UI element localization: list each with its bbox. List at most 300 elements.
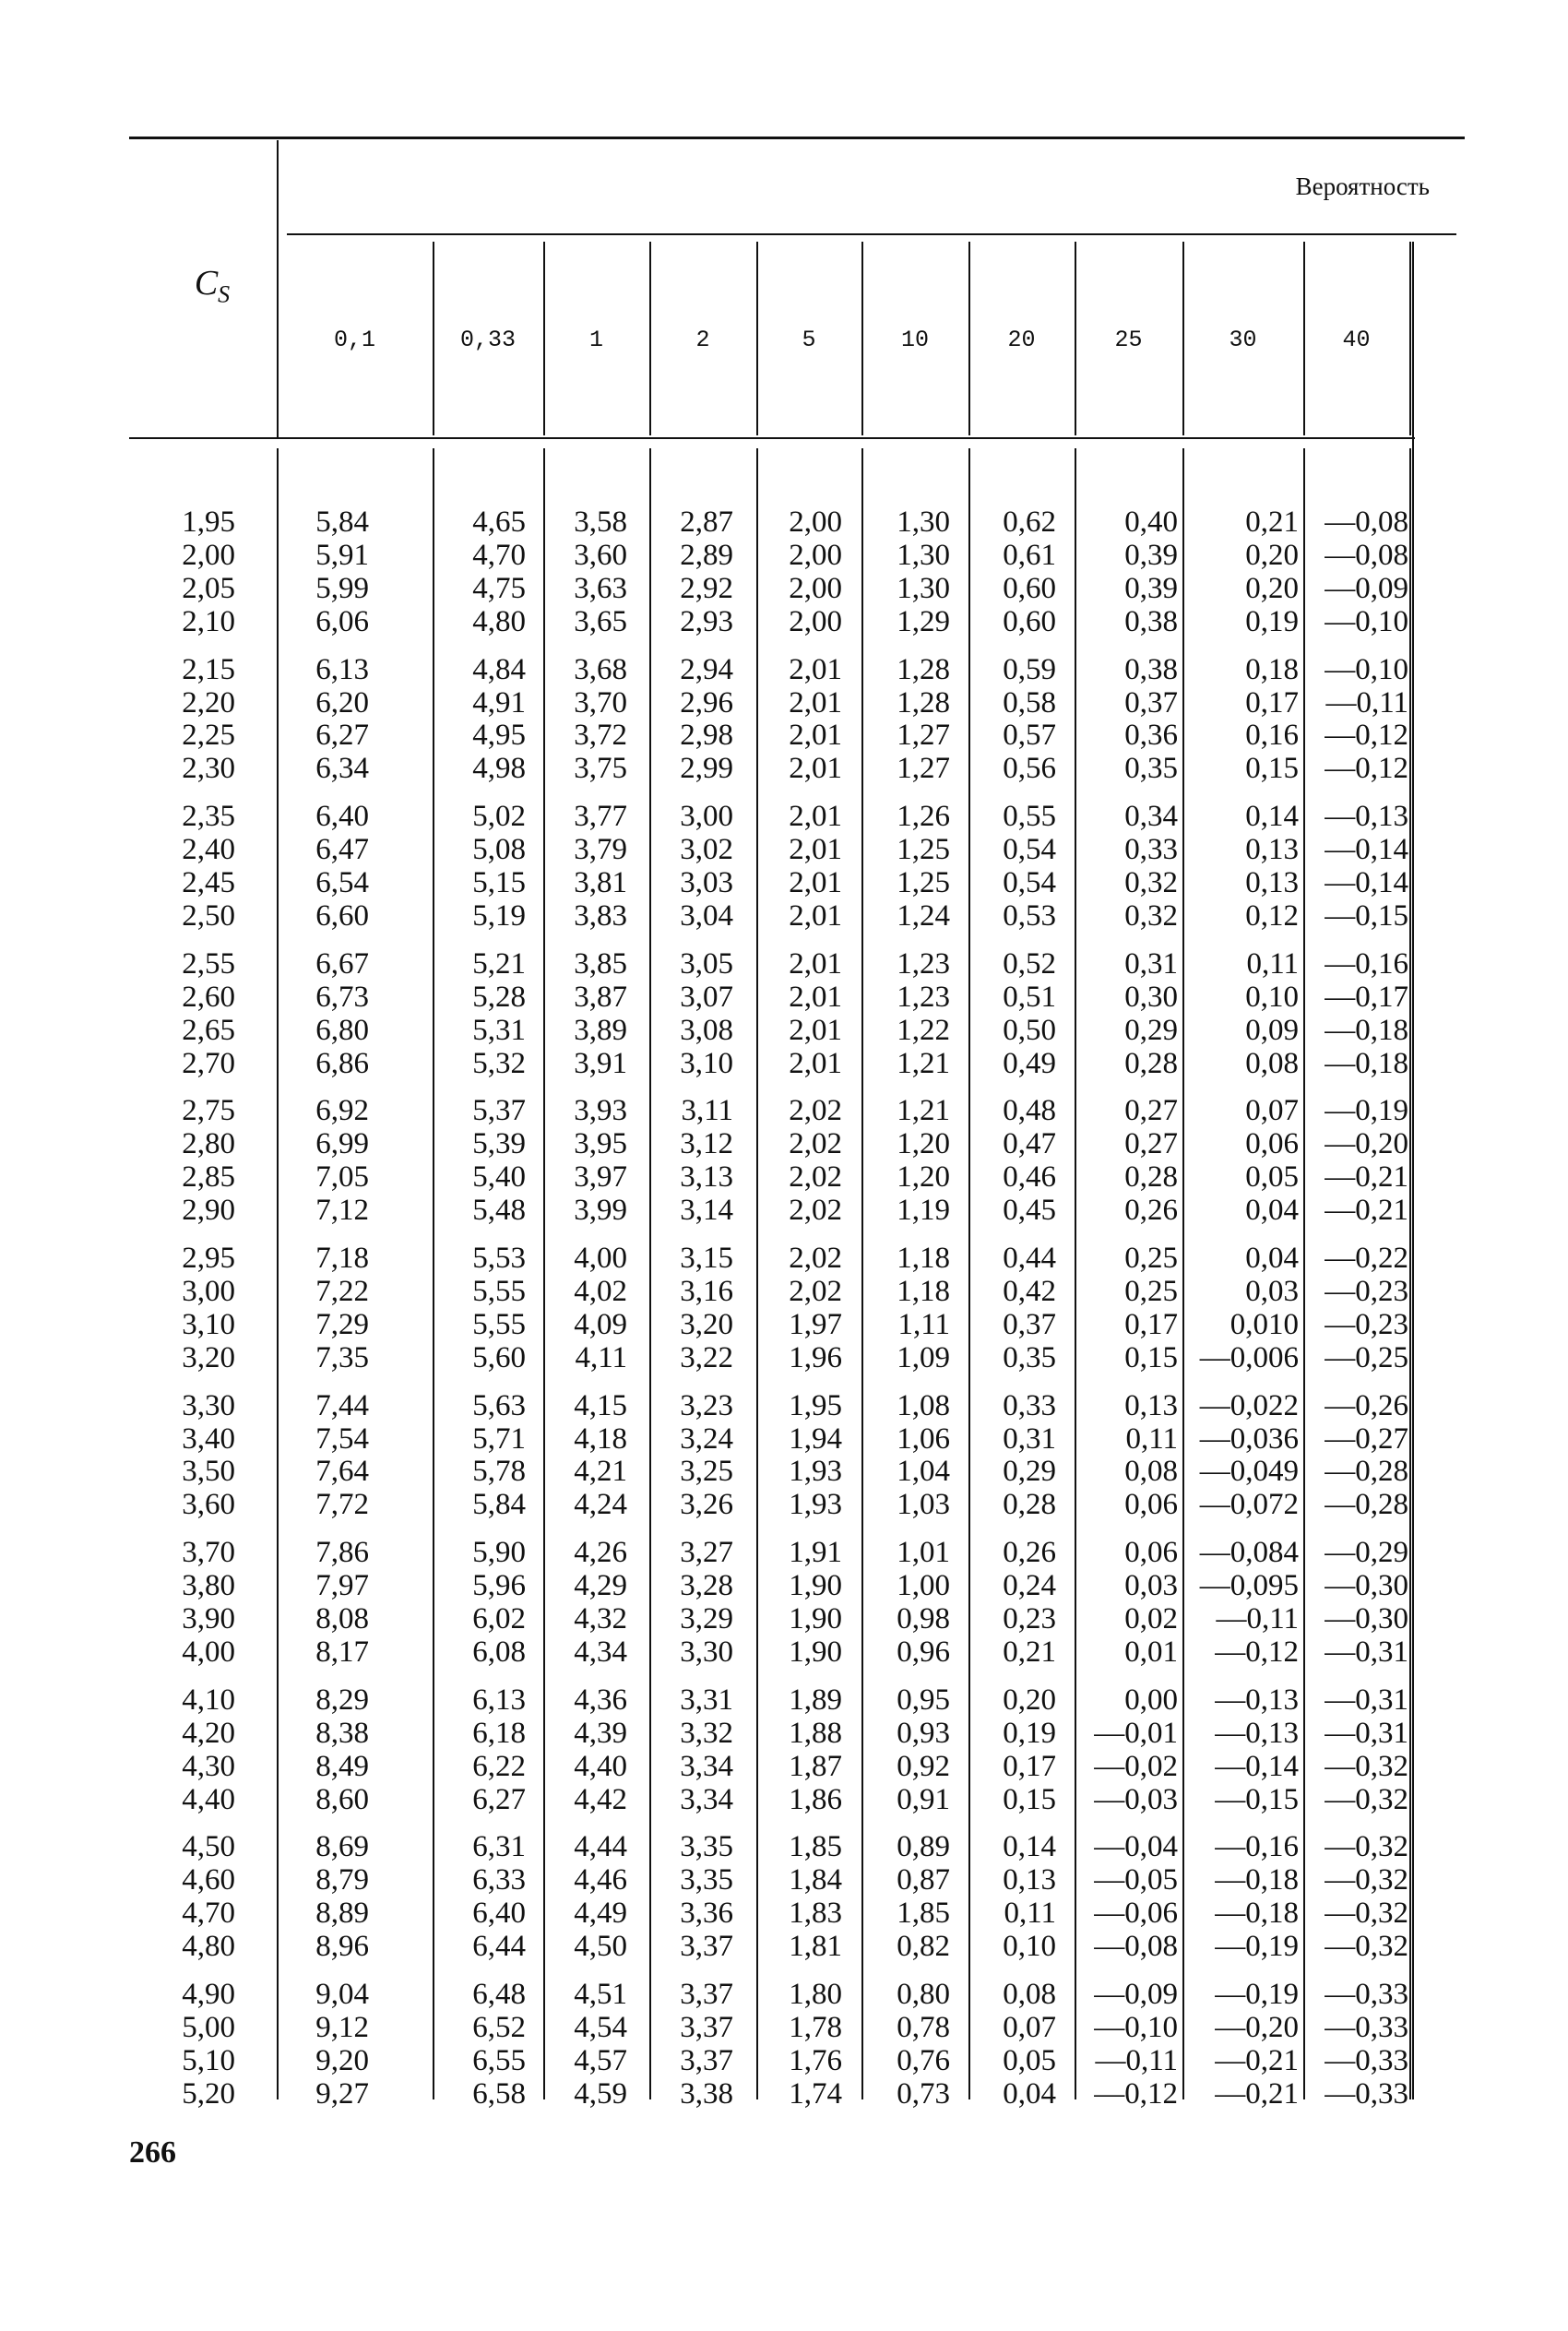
table-cell: 3,34 — [680, 1782, 733, 1816]
cs-value: 2,55 — [182, 946, 235, 981]
table-cell: 7,64 — [315, 1455, 369, 1489]
table-cell: 1,20 — [897, 1127, 950, 1161]
table-cell: 5,60 — [472, 1340, 526, 1374]
table-cell: 4,39 — [574, 1716, 627, 1750]
table-cell: —0,084 — [1199, 1536, 1299, 1570]
table-cell: 0,31 — [1124, 946, 1178, 981]
table-cell: 6,18 — [472, 1716, 526, 1750]
cs-value: 4,30 — [182, 1749, 235, 1783]
table-cell: 4,75 — [472, 571, 526, 605]
table-top-rule — [129, 137, 1465, 139]
table-cell: 3,13 — [680, 1160, 733, 1195]
table-cell: 0,38 — [1124, 604, 1178, 638]
table-cell: 1,93 — [789, 1488, 842, 1522]
table-cell: 7,29 — [315, 1307, 369, 1341]
table-cell: 0,15 — [1124, 1340, 1178, 1374]
cs-value: 4,00 — [182, 1635, 235, 1669]
table-cell: 8,89 — [315, 1897, 369, 1931]
table-cell: 1,25 — [897, 866, 950, 899]
table-cell: 0,07 — [1003, 2010, 1056, 2044]
table-cell: 0,54 — [1003, 833, 1056, 867]
table-cell: 0,01 — [1124, 1635, 1178, 1669]
table-cell: 2,99 — [680, 752, 733, 786]
table-cell: —0,10 — [1324, 652, 1408, 686]
table-cell: —0,21 — [1215, 2043, 1299, 2077]
probability-column-header: 0,33 — [459, 327, 516, 353]
table-cell: 0,61 — [1003, 538, 1056, 572]
table-cell: 4,57 — [574, 2043, 627, 2077]
table-cell: 1,95 — [789, 1388, 842, 1422]
table-cell: —0,14 — [1324, 866, 1408, 899]
table-cell: 2,00 — [789, 538, 842, 572]
table-cell: 0,20 — [1245, 571, 1299, 605]
table-cell: 6,54 — [315, 866, 369, 899]
table-cell: 0,28 — [1124, 1160, 1178, 1195]
table-cell: 6,20 — [315, 685, 369, 720]
table-cell: 1,90 — [789, 1602, 842, 1635]
table-cell: 8,79 — [315, 1863, 369, 1897]
table-cell: 0,50 — [1003, 1013, 1056, 1047]
table-cell: 3,03 — [680, 866, 733, 899]
table-cell: 0,02 — [1124, 1602, 1178, 1635]
column-divider — [756, 448, 758, 2099]
cs-value: 2,80 — [182, 1127, 235, 1161]
probability-column-header: 20 — [1007, 327, 1036, 353]
table-cell: —0,06 — [1094, 1897, 1178, 1931]
table-cell: 3,65 — [574, 604, 627, 638]
table-cell: 3,79 — [574, 833, 627, 867]
table-cell: 0,48 — [1003, 1094, 1056, 1128]
table-cell: 1,22 — [897, 1013, 950, 1047]
table-cell: 1,03 — [897, 1488, 950, 1522]
table-cell: 3,05 — [680, 946, 733, 981]
table-cell: 4,49 — [574, 1897, 627, 1931]
table-cell: 2,01 — [789, 946, 842, 981]
cs-value: 3,20 — [182, 1340, 235, 1374]
table-cell: —0,30 — [1324, 1602, 1408, 1635]
table-cell: 5,02 — [472, 800, 526, 834]
table-cell: —0,13 — [1215, 1683, 1299, 1717]
table-cell: 0,14 — [1245, 800, 1299, 834]
table-cell: 0,76 — [897, 2043, 950, 2077]
table-cell: 5,32 — [472, 1046, 526, 1080]
cs-value: 5,00 — [182, 2010, 235, 2044]
table-cell: 2,87 — [680, 505, 733, 539]
table-cell: 5,28 — [472, 980, 526, 1014]
cs-value: 2,85 — [182, 1160, 235, 1195]
table-cell: —0,12 — [1324, 752, 1408, 786]
table-cell: —0,33 — [1324, 2010, 1408, 2044]
table-cell: 0,24 — [1003, 1569, 1056, 1603]
probability-column-header: 10 — [900, 327, 929, 353]
cs-symbol: C — [194, 264, 219, 303]
cs-value: 2,25 — [182, 719, 235, 753]
cs-value: 2,40 — [182, 833, 235, 867]
table-cell: —0,19 — [1215, 1978, 1299, 2011]
table-cell: —0,04 — [1094, 1830, 1178, 1864]
table-cell: 5,99 — [315, 571, 369, 605]
table-cell: 6,34 — [315, 752, 369, 786]
table-cell: 2,94 — [680, 652, 733, 686]
table-cell: —0,27 — [1324, 1421, 1408, 1456]
table-cell: 3,81 — [574, 866, 627, 899]
table-cell: 0,11 — [1246, 946, 1299, 981]
table-cell: —0,33 — [1324, 1978, 1408, 2011]
table-cell: —0,095 — [1199, 1569, 1299, 1603]
table-cell: 9,27 — [315, 2076, 369, 2111]
table-cell: 4,65 — [472, 505, 526, 539]
table-cell: 1,24 — [897, 898, 950, 933]
table-cell: 0,05 — [1245, 1160, 1299, 1195]
table-cell: —0,072 — [1199, 1488, 1299, 1522]
table-cell: —0,31 — [1324, 1635, 1408, 1669]
table-cell: 2,02 — [789, 1194, 842, 1228]
table-cell: 3,35 — [680, 1863, 733, 1897]
table-cell: 1,18 — [897, 1274, 950, 1308]
table-cell: —0,33 — [1324, 2043, 1408, 2077]
cs-value: 3,70 — [182, 1536, 235, 1570]
table-cell: —0,11 — [1095, 2043, 1178, 2077]
table-cell: 0,27 — [1124, 1094, 1178, 1128]
table-cell: 1,28 — [897, 685, 950, 720]
cs-value: 2,30 — [182, 752, 235, 786]
table-cell: 0,14 — [1003, 1830, 1056, 1864]
table-cell: 5,53 — [472, 1242, 526, 1275]
table-cell: 3,75 — [574, 752, 627, 786]
table-cell: 0,04 — [1245, 1194, 1299, 1228]
table-cell: —0,31 — [1324, 1716, 1408, 1750]
probability-header: Вероятность — [1295, 172, 1430, 200]
table-cell: 1,83 — [789, 1897, 842, 1931]
table-cell: 3,26 — [680, 1488, 733, 1522]
table-cell: 1,85 — [897, 1897, 950, 1931]
table-cell: —0,02 — [1094, 1749, 1178, 1783]
table-cell: —0,049 — [1199, 1455, 1299, 1489]
table-cell: 0,36 — [1124, 719, 1178, 753]
table-cell: 0,13 — [1124, 1388, 1178, 1422]
cs-value: 2,65 — [182, 1013, 235, 1047]
table-cell: 9,20 — [315, 2043, 369, 2077]
table-cell: 4,51 — [574, 1978, 627, 2011]
table-cell: 3,85 — [574, 946, 627, 981]
table-cell: 3,36 — [680, 1897, 733, 1931]
table-cell: 7,97 — [315, 1569, 369, 1603]
table-cell: 1,23 — [897, 946, 950, 981]
table-cell: 0,32 — [1124, 898, 1178, 933]
table-cell: —0,08 — [1324, 505, 1408, 539]
table-cell: 0,13 — [1003, 1863, 1056, 1897]
probability-column-header: 40 — [1342, 327, 1371, 353]
cs-value: 3,10 — [182, 1307, 235, 1341]
table-cell: 0,08 — [1003, 1978, 1056, 2011]
table-cell: 0,13 — [1245, 833, 1299, 867]
table-cell: 0,03 — [1245, 1274, 1299, 1308]
cs-column-header — [157, 263, 267, 309]
table-cell: 2,01 — [789, 719, 842, 753]
table-cell: —0,32 — [1324, 1863, 1408, 1897]
table-cell: 3,93 — [574, 1094, 627, 1128]
table-cell: 3,08 — [680, 1013, 733, 1047]
table-cell: 0,07 — [1245, 1094, 1299, 1128]
table-cell: 4,21 — [574, 1455, 627, 1489]
table-cell: —0,11 — [1216, 1602, 1299, 1635]
table-cell: 3,27 — [680, 1536, 733, 1570]
table-cell: 0,37 — [1124, 685, 1178, 720]
table-cell: 5,90 — [472, 1536, 526, 1570]
table-cell: 7,22 — [315, 1274, 369, 1308]
table-cell: 8,08 — [315, 1602, 369, 1635]
table-cell: 2,01 — [789, 1013, 842, 1047]
table-cell: 0,80 — [897, 1978, 950, 2011]
table-cell: 3,22 — [680, 1340, 733, 1374]
table-cell: 1,91 — [789, 1536, 842, 1570]
table-cell: 1,11 — [897, 1307, 950, 1341]
table-cell: 5,96 — [472, 1569, 526, 1603]
table-cell: 6,47 — [315, 833, 369, 867]
table-cell: 1,01 — [897, 1536, 950, 1570]
table-cell: 1,18 — [897, 1242, 950, 1275]
table-cell: 0,19 — [1245, 604, 1299, 638]
table-cell: 3,37 — [680, 1978, 733, 2011]
cs-value: 4,40 — [182, 1782, 235, 1816]
table-cell: 1,78 — [789, 2010, 842, 2044]
table-cell: 7,18 — [315, 1242, 369, 1275]
table-cell: 6,67 — [315, 946, 369, 981]
cs-value: 3,30 — [182, 1388, 235, 1422]
table-cell: 3,97 — [574, 1160, 627, 1195]
table-cell: 1,96 — [789, 1340, 842, 1374]
table-cell: 0,49 — [1003, 1046, 1056, 1080]
table-cell: 4,98 — [472, 752, 526, 786]
table-cell: 6,58 — [472, 2076, 526, 2111]
table-cell: 0,17 — [1245, 685, 1299, 720]
table-cell: 0,04 — [1245, 1242, 1299, 1275]
table-cell: 2,01 — [789, 866, 842, 899]
table-cell: 1,28 — [897, 652, 950, 686]
cs-value: 3,50 — [182, 1455, 235, 1489]
probability-rule — [287, 233, 1456, 235]
table-cell: 4,29 — [574, 1569, 627, 1603]
table-cell: 1,20 — [897, 1160, 950, 1195]
table-cell: 8,49 — [315, 1749, 369, 1783]
table-cell: 0,25 — [1124, 1274, 1178, 1308]
table-cell: 3,02 — [680, 833, 733, 867]
table-cell: 1,94 — [789, 1421, 842, 1456]
table-cell: 5,84 — [472, 1488, 526, 1522]
table-cell: —0,14 — [1215, 1749, 1299, 1783]
table-cell: —0,26 — [1324, 1388, 1408, 1422]
table-cell: 1,90 — [789, 1635, 842, 1669]
cs-value: 2,00 — [182, 538, 235, 572]
table-cell: —0,21 — [1215, 2076, 1299, 2111]
table-cell: 3,37 — [680, 2010, 733, 2044]
table-cell: 3,20 — [680, 1307, 733, 1341]
table-cell: 1,25 — [897, 833, 950, 867]
table-cell: 5,55 — [472, 1274, 526, 1308]
table-cell: 0,54 — [1003, 866, 1056, 899]
table-cell: 1,04 — [897, 1455, 950, 1489]
column-divider — [1303, 448, 1305, 2099]
table-cell: —0,19 — [1215, 1930, 1299, 1964]
table-cell: —0,10 — [1324, 604, 1408, 638]
table-cell: 1,06 — [897, 1421, 950, 1456]
table-cell: —0,08 — [1324, 538, 1408, 572]
table-cell: 0,29 — [1003, 1455, 1056, 1489]
table-cell: 0,06 — [1124, 1536, 1178, 1570]
table-cell: 0,57 — [1003, 719, 1056, 753]
table-cell: 4,91 — [472, 685, 526, 720]
table-cell: 3,77 — [574, 800, 627, 834]
table-cell: 4,00 — [574, 1242, 627, 1275]
table-cell: 0,12 — [1245, 898, 1299, 933]
table-cell: —0,03 — [1094, 1782, 1178, 1816]
table-cell: 3,14 — [680, 1194, 733, 1228]
table-cell: 6,13 — [472, 1683, 526, 1717]
table-cell: 8,29 — [315, 1683, 369, 1717]
table-cell: 1,29 — [897, 604, 950, 638]
table-cell: 0,30 — [1124, 980, 1178, 1014]
table-cell: —0,32 — [1324, 1782, 1408, 1816]
cs-subscript: S — [218, 280, 231, 308]
table-cell: 1,85 — [789, 1830, 842, 1864]
table-cell: 4,36 — [574, 1683, 627, 1717]
table-cell: 1,90 — [789, 1569, 842, 1603]
table-cell: 0,17 — [1003, 1749, 1056, 1783]
table-cell: 0,13 — [1245, 866, 1299, 899]
table-cell: —0,32 — [1324, 1930, 1408, 1964]
table-cell: 0,45 — [1003, 1194, 1056, 1228]
table-cell: 1,00 — [897, 1569, 950, 1603]
cs-value: 4,50 — [182, 1830, 235, 1864]
table-cell: —0,25 — [1324, 1340, 1408, 1374]
table-cell: 0,20 — [1003, 1683, 1056, 1717]
table-cell: 5,91 — [315, 538, 369, 572]
table-cell: 7,05 — [315, 1160, 369, 1195]
table-cell: —0,05 — [1094, 1863, 1178, 1897]
table-cell: —0,20 — [1215, 2010, 1299, 2044]
table-cell: 6,22 — [472, 1749, 526, 1783]
table-cell: 0,58 — [1003, 685, 1056, 720]
table-cell: 5,15 — [472, 866, 526, 899]
table-cell: —0,32 — [1324, 1749, 1408, 1783]
table-cell: 0,52 — [1003, 946, 1056, 981]
table-cell: 4,02 — [574, 1274, 627, 1308]
column-divider — [1182, 448, 1184, 2099]
table-cell: 0,10 — [1003, 1930, 1056, 1964]
table-cell: 6,40 — [472, 1897, 526, 1931]
table-cell: 3,00 — [680, 800, 733, 834]
table-cell: 0,21 — [1245, 505, 1299, 539]
table-cell: 0,82 — [897, 1930, 950, 1964]
table-cell: 5,40 — [472, 1160, 526, 1195]
table-cell: 0,40 — [1124, 505, 1178, 539]
table-cell: 3,32 — [680, 1716, 733, 1750]
table-cell: 0,28 — [1124, 1046, 1178, 1080]
cs-value: 4,90 — [182, 1978, 235, 2011]
table-cell: 1,74 — [789, 2076, 842, 2111]
table-cell: 1,88 — [789, 1716, 842, 1750]
table-cell: 3,11 — [681, 1094, 733, 1128]
table-cell: 4,44 — [574, 1830, 627, 1864]
cs-value: 2,75 — [182, 1094, 235, 1128]
table-cell: 5,19 — [472, 898, 526, 933]
table-cell: 0,05 — [1003, 2043, 1056, 2077]
table-cell: 0,09 — [1245, 1013, 1299, 1047]
table-cell: 8,69 — [315, 1830, 369, 1864]
table-cell: 0,89 — [897, 1830, 950, 1864]
table-cell: 1,84 — [789, 1863, 842, 1897]
table-cell: —0,23 — [1324, 1307, 1408, 1341]
table-cell: 0,29 — [1124, 1013, 1178, 1047]
table-cell: 0,98 — [897, 1602, 950, 1635]
table-cell: 4,80 — [472, 604, 526, 638]
table-cell: —0,09 — [1094, 1978, 1178, 2011]
table-cell: 4,09 — [574, 1307, 627, 1341]
cs-value: 4,20 — [182, 1716, 235, 1750]
table-cell: 4,11 — [575, 1340, 627, 1374]
table-cell: 0,55 — [1003, 800, 1056, 834]
table-cell: 0,17 — [1124, 1307, 1178, 1341]
table-cell: 0,53 — [1003, 898, 1056, 933]
table-cell: 6,02 — [472, 1602, 526, 1635]
table-cell: 1,30 — [897, 538, 950, 572]
table-cell: 2,01 — [789, 833, 842, 867]
table-cell: —0,09 — [1324, 571, 1408, 605]
table-cell: 1,81 — [789, 1930, 842, 1964]
table-cell: 1,19 — [897, 1194, 950, 1228]
cs-value: 2,15 — [182, 652, 235, 686]
table-cell: 7,12 — [315, 1194, 369, 1228]
column-divider — [649, 448, 651, 2099]
table-cell: 4,42 — [574, 1782, 627, 1816]
table-cell: 0,08 — [1124, 1455, 1178, 1489]
table-cell: —0,13 — [1324, 800, 1408, 834]
table-cell: 0,60 — [1003, 571, 1056, 605]
cs-value: 4,80 — [182, 1930, 235, 1964]
table-cell: 5,21 — [472, 946, 526, 981]
table-cell: 0,26 — [1124, 1194, 1178, 1228]
table-cell: 2,96 — [680, 685, 733, 720]
table-cell: 0,39 — [1124, 571, 1178, 605]
table-cell: 0,60 — [1003, 604, 1056, 638]
table-cell: —0,22 — [1324, 1242, 1408, 1275]
table-cell: 0,59 — [1003, 652, 1056, 686]
column-divider — [861, 448, 863, 2099]
table-cell: 2,00 — [789, 505, 842, 539]
table-cell: 0,62 — [1003, 505, 1056, 539]
table-cell: 0,95 — [897, 1683, 950, 1717]
column-divider — [968, 448, 970, 2099]
table-cell: 3,37 — [680, 2043, 733, 2077]
table-cell: —0,12 — [1324, 719, 1408, 753]
table-cell: 2,98 — [680, 719, 733, 753]
table-cell: —0,18 — [1324, 1046, 1408, 1080]
probability-column-header: 5 — [802, 327, 816, 353]
table-cell: 4,59 — [574, 2076, 627, 2111]
table-cell: —0,16 — [1215, 1830, 1299, 1864]
table-cell: 2,02 — [789, 1242, 842, 1275]
table-cell: 1,30 — [897, 571, 950, 605]
column-divider — [277, 140, 279, 438]
column-divider — [1409, 242, 1411, 435]
table-cell: 0,42 — [1003, 1274, 1056, 1308]
cs-value: 3,80 — [182, 1569, 235, 1603]
table-cell: 4,70 — [472, 538, 526, 572]
cs-value: 2,45 — [182, 866, 235, 899]
table-cell: —0,32 — [1324, 1830, 1408, 1864]
table-cell: 7,44 — [315, 1388, 369, 1422]
table-cell: 0,96 — [897, 1635, 950, 1669]
